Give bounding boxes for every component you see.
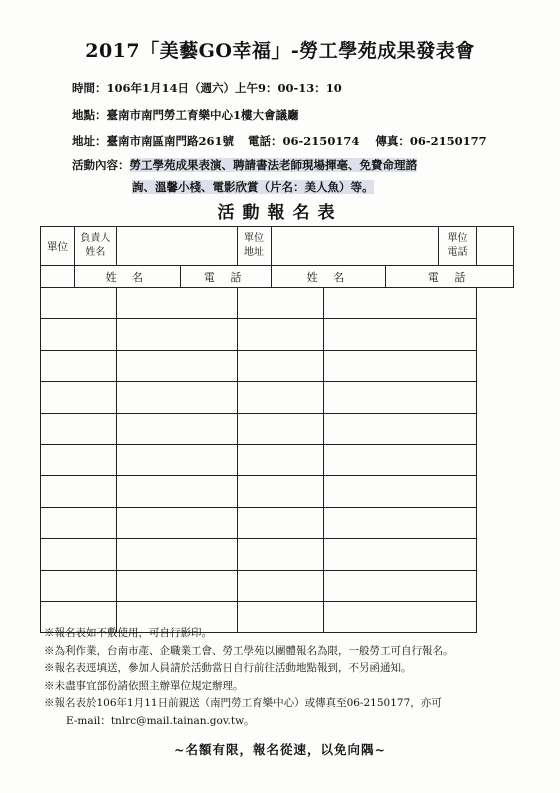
phone-cell[interactable] xyxy=(116,413,237,444)
name-cell[interactable] xyxy=(41,539,117,570)
table-row xyxy=(41,444,514,475)
address-label: 地址： xyxy=(72,134,107,148)
phone-cell[interactable] xyxy=(116,444,237,475)
table-row xyxy=(41,539,514,570)
name-cell[interactable] xyxy=(41,350,117,381)
name-cell-2[interactable] xyxy=(237,350,324,381)
phone-cell[interactable] xyxy=(116,539,237,570)
name-cell-2[interactable] xyxy=(237,570,324,601)
phone-cell[interactable] xyxy=(116,319,237,350)
name-cell[interactable] xyxy=(41,413,117,444)
registration-table xyxy=(40,226,514,633)
notes xyxy=(44,625,454,731)
phone-cell-2[interactable] xyxy=(324,476,477,507)
name-cell[interactable] xyxy=(41,382,117,413)
phone-cell-2[interactable] xyxy=(324,444,477,475)
name-cell[interactable] xyxy=(41,476,117,507)
table-row xyxy=(41,476,514,507)
col-phone-header: 電 話 xyxy=(180,266,271,288)
unit-address-label xyxy=(237,227,271,266)
name-cell-2[interactable] xyxy=(237,382,324,413)
col-phone-header-2: 電 話 xyxy=(386,266,514,288)
unit-address-field[interactable] xyxy=(271,227,439,266)
phone-cell-2[interactable] xyxy=(324,319,477,350)
name-cell[interactable] xyxy=(41,570,117,601)
phone-cell-2[interactable] xyxy=(324,382,477,413)
table-row xyxy=(41,382,514,413)
name-cell[interactable] xyxy=(41,444,117,475)
address-value: 臺南市南區南門路261號 xyxy=(106,134,235,148)
place-value: 臺南市南門勞工育樂中心1樓大會議廳 xyxy=(106,108,299,122)
col-name-header-2: 姓 名 xyxy=(271,266,386,288)
phone-cell[interactable] xyxy=(116,476,237,507)
name-cell-2[interactable] xyxy=(237,444,324,475)
unit-address-label-line1: 單位 xyxy=(244,233,265,244)
unit-address-label-line2: 地址 xyxy=(244,247,265,258)
name-cell[interactable] xyxy=(41,507,117,538)
name-cell[interactable] xyxy=(41,288,117,319)
note-item: ※未盡事宜部份請依照主辦單位規定辦理。 xyxy=(44,679,244,692)
phone-label: 電話： xyxy=(248,134,283,148)
activity-line-1 xyxy=(72,157,417,173)
form-title: 活動報名表 xyxy=(217,203,343,223)
activity-line-2 xyxy=(132,179,374,195)
phone-cell-2[interactable] xyxy=(324,507,477,538)
name-cell-2[interactable] xyxy=(237,288,324,319)
column-header-row xyxy=(41,266,514,288)
note-item: ※報名表如不敷使用，可自行影印。 xyxy=(44,627,212,639)
table-row xyxy=(41,570,514,601)
phone-cell-2[interactable] xyxy=(324,539,477,570)
phone-cell[interactable] xyxy=(116,288,237,319)
note-item: ※報名表於106年1月11日前親送（南門勞工育樂中心）或傳真至06-2150177，亦可 xyxy=(44,697,442,710)
table-row xyxy=(41,350,514,381)
phone-cell-2[interactable] xyxy=(324,288,477,319)
phone-cell[interactable] xyxy=(116,570,237,601)
note-item: ※報名表逕填送，參加人員請於活動當日自行前往活動地點報到，不另函通知。 xyxy=(44,662,412,675)
phone-cell-2[interactable] xyxy=(324,570,477,601)
unit-label: 單位 xyxy=(41,227,75,266)
time-label: 時間： xyxy=(72,81,107,95)
table-row xyxy=(41,507,514,538)
time-line xyxy=(72,80,342,96)
person-label-line1: 負責人 xyxy=(80,233,111,244)
email-line: E-mail：tnlrc@mail.tainan.gov.tw。 xyxy=(66,714,255,727)
col-name-header: 姓 名 xyxy=(74,266,180,288)
person-label xyxy=(74,227,116,266)
activity-text-1: 勞工學苑成果表演、聘請書法老師現場揮毫、免費命理諮 xyxy=(129,158,417,172)
phone-cell[interactable] xyxy=(116,507,237,538)
phone-cell[interactable] xyxy=(116,350,237,381)
name-cell-2[interactable] xyxy=(237,539,324,570)
table-row xyxy=(41,413,514,444)
closing-text: ~名額有限，報名從速，以免向隅~ xyxy=(174,742,386,757)
page-title: 2017「美藝GO幸福」-勞工學苑成果發表會 xyxy=(85,40,475,62)
fax-value: 06-2150177 xyxy=(409,134,487,148)
unit-phone-label xyxy=(439,227,477,266)
name-cell-2[interactable] xyxy=(237,319,324,350)
table-row xyxy=(41,319,514,350)
note-item: ※為利作業，台南市產、企職業工會、勞工學苑以團體報名為限，一般勞工可自行報名。 xyxy=(44,644,454,657)
fax-label: 傳真： xyxy=(375,134,410,148)
person-name-field[interactable] xyxy=(116,227,237,266)
left-margin-cell xyxy=(41,266,75,288)
unit-info-row xyxy=(41,227,514,266)
activity-label: 活動內容： xyxy=(72,158,130,172)
phone-value: 06-2150174 xyxy=(282,134,360,148)
unit-phone-label-line2: 電話 xyxy=(447,247,468,258)
unit-phone-field[interactable] xyxy=(477,227,514,266)
time-value: 106年1月14日（週六）上午9：00-13：10 xyxy=(106,81,342,95)
name-cell-2[interactable] xyxy=(237,413,324,444)
address-line xyxy=(72,133,487,149)
place-label: 地點： xyxy=(72,108,107,122)
phone-cell[interactable] xyxy=(116,382,237,413)
table-row xyxy=(41,288,514,319)
phone-cell-2[interactable] xyxy=(324,413,477,444)
name-cell[interactable] xyxy=(41,319,117,350)
name-cell-2[interactable] xyxy=(237,507,324,538)
activity-text-2: 詢、溫馨小棧、電影欣賞（片名：美人魚）等。 xyxy=(132,180,374,194)
name-cell-2[interactable] xyxy=(237,476,324,507)
place-line xyxy=(72,107,299,123)
phone-cell-2[interactable] xyxy=(324,350,477,381)
unit-phone-label-line1: 單位 xyxy=(447,233,468,244)
person-label-line2: 姓名 xyxy=(85,247,106,258)
